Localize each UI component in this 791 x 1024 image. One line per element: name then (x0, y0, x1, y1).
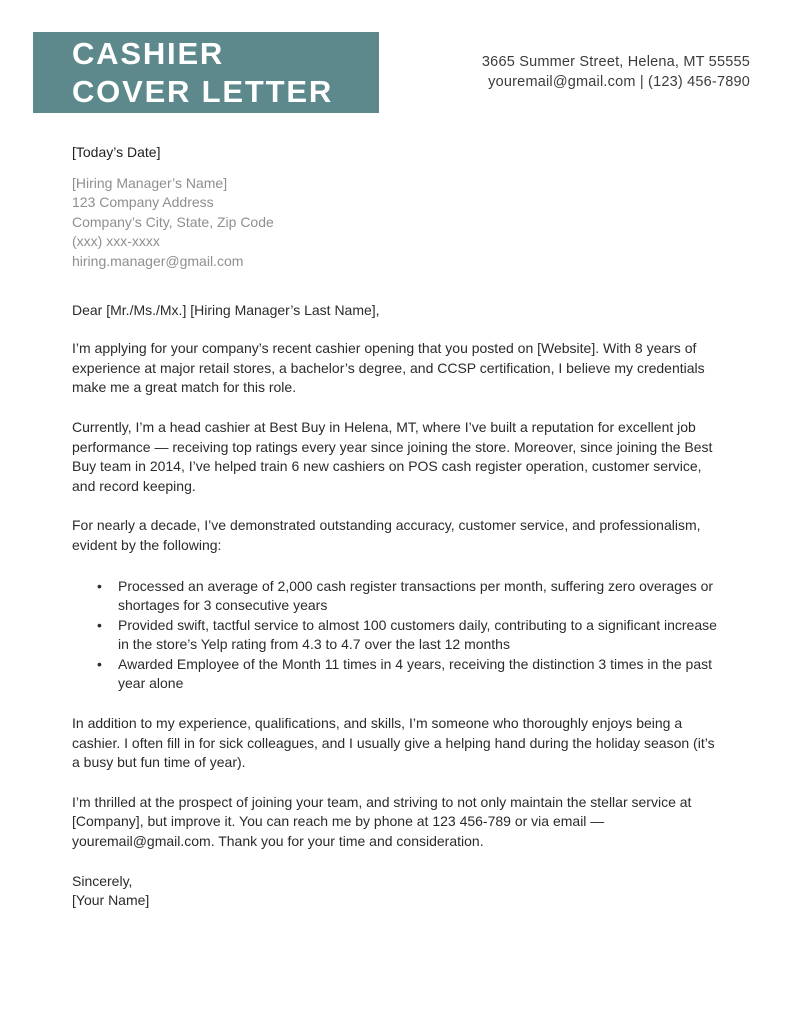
letter-date: [Today’s Date] (72, 144, 161, 160)
achievement-list (72, 577, 720, 695)
achievement-item: • Provided swift, tactful service to almost 100 customers daily, contributing to a significant increase in the store’s Yelp rating from 4.3 to 4.7 over the last 12 months (118, 616, 720, 655)
signoff: Sincerely, (72, 872, 133, 889)
signature-block (72, 872, 720, 911)
paragraph-closing: I’m thrilled at the prospect of joining your team, and striving to not only maintain the stellar service at [Company], but improve it. You can reach me by phone at 123 456-789 or via email — youremail@gmail.com. Thank you for your time and consideration. (72, 793, 692, 850)
document-title-line-2: COVER LETTER (72, 73, 334, 109)
sender-contact-block (482, 52, 750, 92)
title-banner (33, 32, 379, 113)
sender-street-address: 3665 Summer Street, Helena, MT 55555 (481, 54, 750, 70)
paragraph-experience: Currently, I’m a head cashier at Best Buy in Helena, MT, where I’ve built a reputation for excellent job performance — receiving top ratings every year since joining the store. Moreover, since joining the Best Buy team in 2014, I’ve helped train 6 new cashiers on POS cash register operation, customer service, and record keeping. (72, 418, 713, 494)
recipient-email: hiring.manager@gmail.com (72, 252, 244, 269)
document-title-line-1: CASHIER (72, 35, 225, 71)
paragraph-intro: I’m applying for your company’s recent cashier opening that you posted on [Website]. With 8 years of experience at major retail stores, a bachelor’s degree, and CCSP certification, I believe my credentials make me a great match for this role. (72, 340, 705, 396)
recipient-block (72, 174, 720, 272)
salutation: Dear [Mr./Ms./Mx.] [Hiring Manager’s Last Name], (72, 301, 380, 318)
achievement-item: • Awarded Employee of the Month 11 times in 4 years, receiving the distinction 3 times in the past year alone (118, 655, 720, 694)
signature-name: [Your Name] (72, 892, 150, 909)
letter-body (72, 143, 720, 911)
recipient-name: [Hiring Manager’s Name] (72, 174, 228, 191)
achievement-item: • Processed an average of 2,000 cash register transactions per month, suffering zero overages or shortages for 3 consecutive years (118, 577, 720, 616)
recipient-address: 123 Company Address (72, 194, 214, 211)
paragraph-achievements-lead: For nearly a decade, I’ve demonstrated outstanding accuracy, customer service, and professionalism, evident by the following: (72, 517, 701, 553)
sender-email-phone: youremail@gmail.com | (123) 456-7890 (488, 74, 750, 90)
paragraph-personality: In addition to my experience, qualifications, and skills, I’m someone who thoroughly enjoys being a cashier. I often fill in for sick colleagues, and I usually give a helping hand during the holiday season (it’s a busy but fun time of year). (72, 715, 715, 771)
recipient-city-state-zip: Company’s City, State, Zip Code (72, 213, 274, 230)
recipient-phone: (xxx) xxx-xxxx (72, 233, 160, 250)
